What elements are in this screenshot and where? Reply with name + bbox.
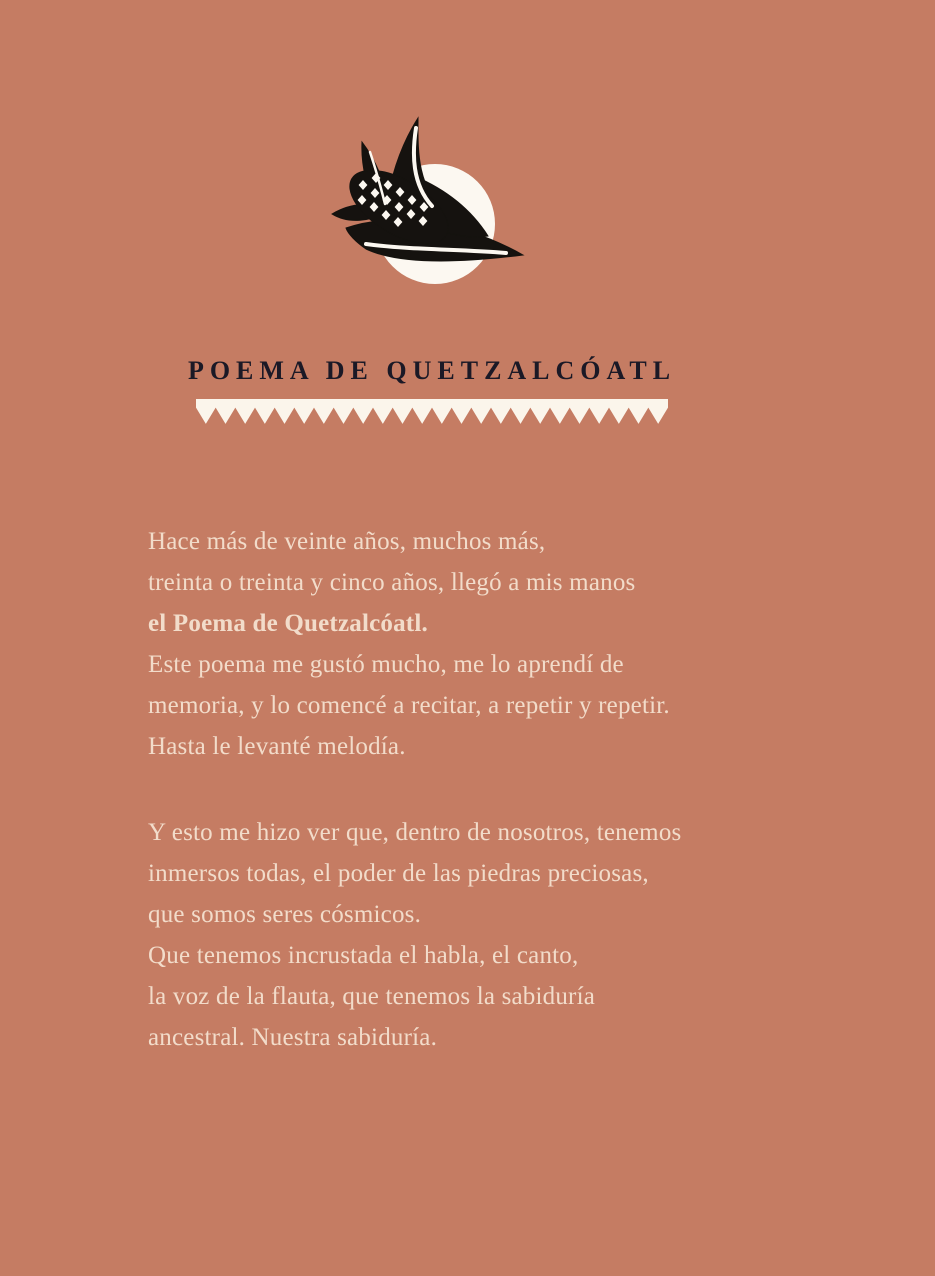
poem-line: inmersos todas, el poder de las piedras preciosas, (148, 860, 649, 887)
poem-line: ancestral. Nuestra sabiduría. (148, 1024, 438, 1051)
poem-line: Que tenemos incrustada el habla, el canto, (148, 942, 579, 969)
poem-line: la voz de la flauta, que tenemos la sabiduría (148, 983, 596, 1010)
stanza-1 (148, 521, 848, 767)
stanza-2 (148, 812, 848, 1058)
poem-line: Este poema me gustó mucho, me lo aprendí de (148, 651, 624, 678)
page-title: POEMA DE QUETZALCÓATL (187, 356, 677, 385)
zigzag-divider (196, 399, 668, 425)
poem-line: Hace más de veinte años, muchos más, (148, 528, 546, 555)
poem-line: memoria, y lo comencé a recitar, a repetir y repetir. (148, 692, 670, 719)
sawtooth-icon (196, 399, 668, 425)
poem-line: Hasta le levanté melodía. (148, 733, 406, 760)
poem-text (148, 521, 848, 1058)
corn-icon (318, 106, 590, 298)
corn-emblem (318, 106, 590, 298)
poem-line: treinta o treinta y cinco años, llegó a mis manos (148, 569, 636, 596)
poem-line-bold: el Poema de Quetzalcóatl. (148, 610, 428, 637)
poem-line: Y esto me hizo ver que, dentro de nosotros, tenemos (148, 819, 682, 846)
poem-line: que somos seres cósmicos. (148, 901, 422, 928)
